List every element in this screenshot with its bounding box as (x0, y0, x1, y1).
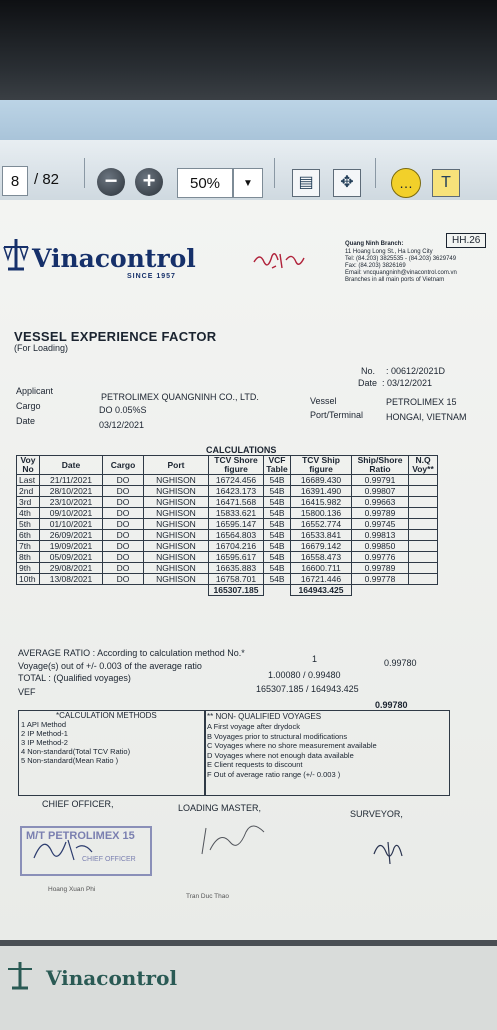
method-item: 5 Non-standard(Mean Ratio ) (21, 756, 119, 765)
company-since: SINCE 1957 (127, 273, 176, 280)
nq-title: ** NON- QUALIFIED VOYAGES (207, 712, 322, 721)
table-cell: 16724.456 (209, 475, 264, 486)
table-cell: NGHISON (144, 508, 209, 519)
surveyor-signature (368, 834, 408, 870)
port-value: HONGAI, VIETNAM (386, 412, 467, 422)
stamp-text: M/T PETROLIMEX 15 (26, 830, 135, 842)
table-cell: 15833.621 (209, 508, 264, 519)
table-cell: 21/11/2021 (40, 475, 103, 486)
table-cell: 16704.216 (209, 541, 264, 552)
table-cell: 8th (17, 552, 40, 563)
table-cell: 23/10/2021 (40, 497, 103, 508)
method-item: 1 API Method (21, 720, 67, 729)
table-cell (409, 541, 438, 552)
document-subtitle: (For Loading) (14, 343, 69, 353)
table-cell: NGHISON (144, 552, 209, 563)
loading-master-label: LOADING MASTER, (178, 803, 262, 813)
loading-master-name: Tran Duc Thao (186, 893, 229, 900)
table-cell: NGHISON (144, 574, 209, 585)
total-ship-cell: 164943.425 (291, 585, 352, 596)
vef-value: 0.99780 (375, 700, 408, 710)
table-cell: 54B (264, 475, 291, 486)
fit-page-icon[interactable]: ✥ (333, 169, 361, 197)
table-cell: 54B (264, 541, 291, 552)
table-cell: 0.99807 (352, 486, 409, 497)
table-header-row (17, 456, 438, 475)
column-header: TCV Ship figure (291, 456, 352, 475)
table-cell: 0.99791 (352, 475, 409, 486)
table-cell: 0.99789 (352, 508, 409, 519)
table-cell: 16689.430 (291, 475, 352, 486)
table-row (17, 508, 438, 519)
loading-master-signature (196, 820, 276, 860)
table-cell: DO (103, 552, 144, 563)
zoom-in-icon[interactable]: + (135, 168, 163, 196)
table-cell (409, 574, 438, 585)
vinacontrol-logo-icon (6, 960, 34, 990)
date-value: : 03/12/2021 (382, 378, 433, 388)
form-code: HH.26 (446, 233, 486, 248)
cargo-value: DO 0.05%S (99, 405, 147, 415)
branch-email: Email: vncquangninh@vinacontrol.com.vn (345, 270, 457, 276)
nq-item: D Voyages where not enough data available (207, 750, 354, 760)
average-ratio-label: AVERAGE RATIO : According to calculation method No.* (18, 648, 245, 658)
table-cell: 0.99745 (352, 519, 409, 530)
table-cell (409, 497, 438, 508)
table-cell: 16595.617 (209, 552, 264, 563)
table-cell: 0.99778 (352, 574, 409, 585)
method-item: 2 IP Method-1 (21, 729, 68, 738)
no-label: No. (361, 366, 376, 376)
table-cell (409, 563, 438, 574)
zoom-level-input[interactable]: 50% (177, 168, 233, 198)
table-cell: 54B (264, 519, 291, 530)
table-row (17, 574, 438, 585)
table-cell: DO (103, 519, 144, 530)
table-row (17, 552, 438, 563)
nq-list (207, 722, 377, 779)
total-label: TOTAL : (Qualified voyages) (18, 673, 131, 683)
handwritten-initials (250, 248, 310, 274)
stamp-subtext: CHIEF OFFICER (82, 856, 136, 863)
table-cell: NGHISON (144, 541, 209, 552)
average-ratio-value: 0.99780 (384, 658, 417, 668)
total-shore-cell: 165307.185 (209, 585, 264, 596)
chief-officer-label: CHIEF OFFICER, (42, 799, 114, 809)
table-cell: 16391.490 (291, 486, 352, 497)
company-name: Vinacontrol (32, 244, 196, 273)
column-header: N.Q Voy** (409, 456, 438, 475)
table-cell: Last (17, 475, 40, 486)
method-number: 1 (312, 654, 318, 664)
table-row (17, 519, 438, 530)
table-cell: 16533.841 (291, 530, 352, 541)
table-cell: 54B (264, 563, 291, 574)
table-cell: NGHISON (144, 563, 209, 574)
table-cell: 16595.147 (209, 519, 264, 530)
table-cell: 01/10/2021 (40, 519, 103, 530)
nq-item: A First voyage after drydock (207, 722, 300, 731)
branch-tel: Tel: (84.203) 3825535 - (84.203) 3629749 (345, 256, 457, 262)
table-cell: NGHISON (144, 530, 209, 541)
table-cell: 15800.136 (291, 508, 352, 519)
table-cell (409, 530, 438, 541)
table-cell: 54B (264, 497, 291, 508)
table-cell: 0.99789 (352, 563, 409, 574)
nq-item: B Voyages prior to structural modifications (207, 731, 348, 741)
port-label: Port/Terminal (310, 410, 364, 420)
table-cell: 16600.711 (291, 563, 352, 574)
date-label: Date (358, 378, 378, 388)
table-cell: 16564.803 (209, 530, 264, 541)
table-cell: 16635.883 (209, 563, 264, 574)
table-cell: NGHISON (144, 497, 209, 508)
table-row (17, 541, 438, 552)
table-row (17, 530, 438, 541)
calculations-table (16, 455, 438, 596)
vessel-label: Vessel (310, 396, 337, 406)
table-cell: DO (103, 574, 144, 585)
table-cell: 16721.446 (291, 574, 352, 585)
calculations-label: CALCULATIONS (206, 445, 277, 455)
table-cell: 5th (17, 519, 40, 530)
table-cell: 19/09/2021 (40, 541, 103, 552)
document-title: VESSEL EXPERIENCE FACTOR (14, 329, 217, 344)
column-header: Cargo (103, 456, 144, 475)
table-cell: DO (103, 508, 144, 519)
date2-value: 03/12/2021 (99, 420, 145, 430)
branch-network: Branches in all main ports of Vietnam (345, 277, 445, 283)
save-icon[interactable]: ▤ (292, 169, 320, 197)
table-cell (409, 508, 438, 519)
table-cell: 54B (264, 486, 291, 497)
table-cell: 16758.701 (209, 574, 264, 585)
viewer-titlebar (0, 100, 497, 140)
table-cell: 16415.982 (291, 497, 352, 508)
table-cell: 54B (264, 552, 291, 563)
applicant-value: PETROLIMEX QUANGNINH CO., LTD. (101, 392, 259, 402)
table-cell: 54B (264, 530, 291, 541)
table-cell: 13/08/2021 (40, 574, 103, 585)
table-cell (409, 475, 438, 486)
vinacontrol-logo-icon (2, 237, 30, 271)
column-header: Port (144, 456, 209, 475)
nq-item: C Voyages where no shore measurement available (207, 741, 377, 750)
table-cell: 7th (17, 541, 40, 552)
surveyor-label: SURVEYOR, (350, 809, 403, 819)
table-cell: 26/09/2021 (40, 530, 103, 541)
branch-fax: Fax: (84.203) 3826169 (345, 263, 406, 269)
comment-icon[interactable]: … (391, 168, 421, 198)
chief-officer-signature (30, 830, 100, 866)
table-total-row (17, 585, 438, 596)
zoom-out-icon[interactable]: − (97, 168, 125, 196)
method-item: 4 Non-standard(Total TCV Ratio) (21, 747, 131, 756)
vessel-value: PETROLIMEX 15 (386, 397, 457, 407)
branch-address: 11 Hoang Long St., Ha Long City (345, 249, 433, 255)
table-cell: 0.99663 (352, 497, 409, 508)
page-total: / 82 (34, 171, 60, 188)
table-cell (409, 519, 438, 530)
column-header: Ship/Shore Ratio (352, 456, 409, 475)
table-cell: 0.99813 (352, 530, 409, 541)
column-header: TCV Shore figure (209, 456, 264, 475)
table-cell: 28/10/2021 (40, 486, 103, 497)
column-header: VCF Table (264, 456, 291, 475)
table-cell: 09/10/2021 (40, 508, 103, 519)
table-row (17, 486, 438, 497)
table-row (17, 497, 438, 508)
table-cell: 16471.568 (209, 497, 264, 508)
zoom-dropdown-chevron-down-icon[interactable]: ▼ (233, 168, 263, 198)
table-cell: 0.99850 (352, 541, 409, 552)
applicant-label: Applicant (16, 386, 54, 396)
table-cell: 3rd (17, 497, 40, 508)
table-cell: DO (103, 497, 144, 508)
method-item: 3 IP Method-2 (21, 738, 68, 747)
table-cell: DO (103, 486, 144, 497)
page-number-input[interactable]: 8 (2, 166, 28, 196)
branch-name: Quang Ninh Branch: (345, 241, 404, 247)
monitor-bezel (0, 0, 497, 100)
table-cell: 29/08/2021 (40, 563, 103, 574)
voyages-value: 1.00080 / 0.99480 (268, 670, 341, 680)
methods-list (21, 720, 130, 765)
nq-item: F Out of average ratio range (+/- 0.003 ) (207, 769, 341, 779)
nq-item: E Client requests to discount (207, 760, 303, 769)
table-cell: 16552.774 (291, 519, 352, 530)
table-cell: 05/09/2021 (40, 552, 103, 563)
table-cell: 10th (17, 574, 40, 585)
table-cell: NGHISON (144, 475, 209, 486)
table-cell (409, 552, 438, 563)
table-cell: 54B (264, 508, 291, 519)
table-cell: DO (103, 541, 144, 552)
table-cell: NGHISON (144, 519, 209, 530)
column-header: Date (40, 456, 103, 475)
table-cell: 0.99776 (352, 552, 409, 563)
table-cell (409, 486, 438, 497)
table-cell: 54B (264, 574, 291, 585)
no-value: : 00612/2021D (386, 366, 446, 376)
table-cell: 16679.142 (291, 541, 352, 552)
vef-label: VEF (18, 687, 36, 697)
table-cell: 4th (17, 508, 40, 519)
date2-label: Date (16, 416, 36, 426)
total-value: 165307.185 / 164943.425 (256, 684, 359, 694)
methods-title: *CALCULATION METHODS (56, 711, 157, 720)
table-cell: DO (103, 475, 144, 486)
highlight-icon[interactable]: T (432, 169, 460, 197)
table-cell: 2nd (17, 486, 40, 497)
table-cell: 9th (17, 563, 40, 574)
next-page-company-name: Vinacontrol (46, 966, 178, 990)
table-cell: 6th (17, 530, 40, 541)
table-cell: NGHISON (144, 486, 209, 497)
chief-officer-name: Hoang Xuan Phi (48, 886, 96, 893)
voyages-label: Voyage(s) out of +/- 0.003 of the average ratio (18, 661, 202, 671)
table-cell: DO (103, 563, 144, 574)
column-header: Voy No (17, 456, 40, 475)
cargo-label: Cargo (16, 401, 41, 411)
table-cell: 16423.173 (209, 486, 264, 497)
table-cell: DO (103, 530, 144, 541)
table-row (17, 563, 438, 574)
table-cell: 16558.473 (291, 552, 352, 563)
table-row (17, 475, 438, 486)
